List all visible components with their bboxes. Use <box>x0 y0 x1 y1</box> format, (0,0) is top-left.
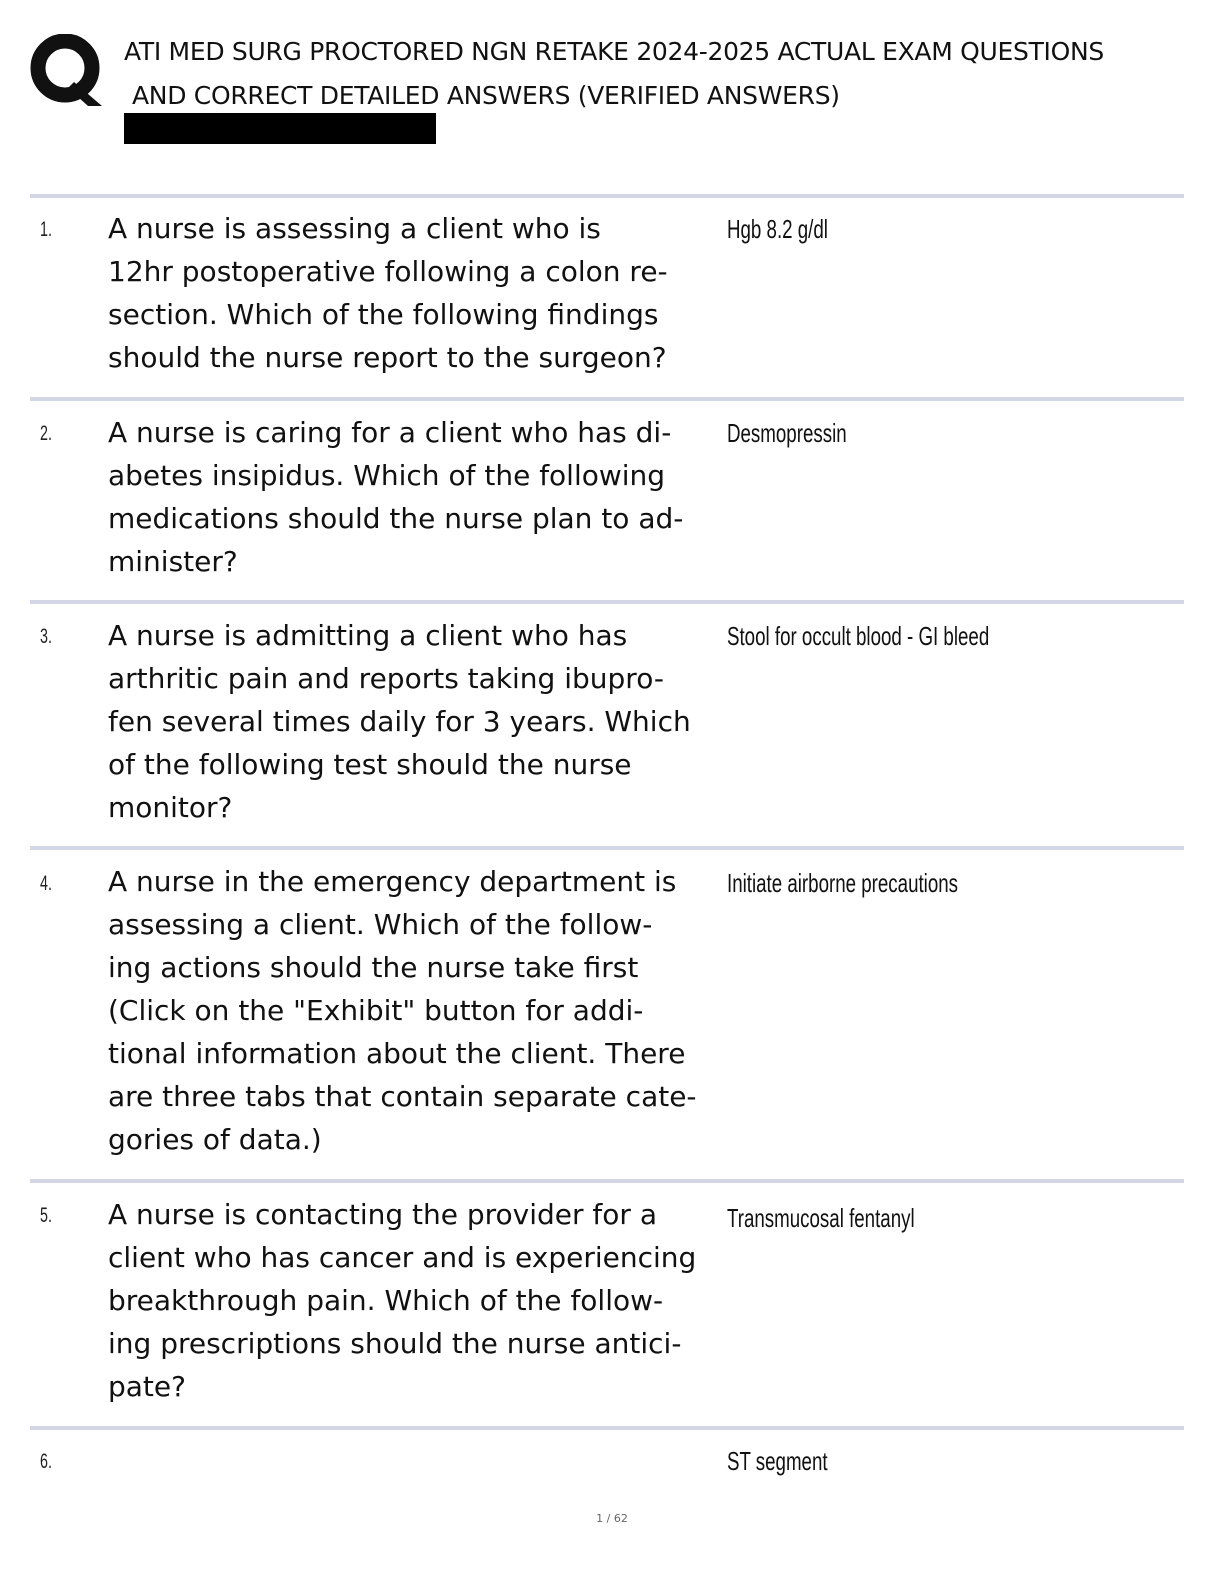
question-line: A nurse in the emergency department is <box>108 865 677 898</box>
question-line: 12hr postoperative following a colon re- <box>108 255 668 288</box>
question-line: gories of data.) <box>108 1123 322 1156</box>
question-line: tional information about the client. There <box>108 1037 686 1070</box>
question-line: fen several times daily for 3 years. Which <box>108 705 691 738</box>
item-number: 5. <box>40 1204 52 1227</box>
question-line: A nurse is contacting the provider for a <box>108 1198 657 1231</box>
question-line: section. Which of the following findings <box>108 298 659 331</box>
row-divider <box>30 846 1184 850</box>
question-line: client who has cancer and is experiencing <box>108 1241 697 1274</box>
question-line: pate? <box>108 1370 186 1403</box>
row-divider <box>30 1179 1184 1183</box>
row-divider <box>30 1426 1184 1430</box>
question-text <box>108 860 718 1161</box>
question-text <box>108 411 718 583</box>
question-line: (Click on the "Exhibit" button for addi- <box>108 994 644 1027</box>
item-number: 2. <box>40 422 52 445</box>
question-line: ing prescriptions should the nurse antici- <box>108 1327 682 1360</box>
q-logo-icon <box>30 34 104 106</box>
question-line: assessing a client. Which of the follow- <box>108 908 653 941</box>
question-line: of the following test should the nurse <box>108 748 632 781</box>
answer-text: Desmopressin <box>727 418 847 448</box>
question-line: A nurse is caring for a client who has di- <box>108 416 672 449</box>
question-line: breakthrough pain. Which of the follow- <box>108 1284 664 1317</box>
row-divider <box>30 397 1184 401</box>
question-line: should the nurse report to the surgeon? <box>108 341 667 374</box>
question-line: monitor? <box>108 791 233 824</box>
question-text <box>108 207 718 379</box>
question-line: arthritic pain and reports taking ibupro- <box>108 662 664 695</box>
item-number: 3. <box>40 625 52 648</box>
question-line: minister? <box>108 545 238 578</box>
question-line: ing actions should the nurse take first <box>108 951 639 984</box>
row-divider <box>30 194 1184 198</box>
item-number: 1. <box>40 218 52 241</box>
answer-text: Stool for occult blood - GI bleed <box>727 621 990 651</box>
title-line-1: ATI MED SURG PROCTORED NGN RETAKE 2024-2025 ACTUAL EXAM QUESTIONS <box>124 37 1104 66</box>
answer-text: ST segment <box>727 1446 828 1476</box>
answer-text: Initiate airborne precautions <box>727 868 959 898</box>
question-line: medications should the nurse plan to ad- <box>108 502 684 535</box>
item-number: 4. <box>40 872 52 895</box>
page-indicator: 1 / 62 <box>596 1512 628 1525</box>
answer-text: Transmucosal fentanyl <box>727 1203 915 1233</box>
question-text <box>108 1193 718 1408</box>
answer-text: Hgb 8.2 g/dl <box>727 214 828 244</box>
question-line: abetes insipidus. Which of the following <box>108 459 666 492</box>
row-divider <box>30 600 1184 604</box>
question-text <box>108 614 718 829</box>
document-title <box>124 30 1184 118</box>
question-line: are three tabs that contain separate cate- <box>108 1080 697 1113</box>
title-line-2: AND CORRECT DETAILED ANSWERS (VERIFIED ANSWERS) <box>132 81 840 110</box>
item-number: 6. <box>40 1450 52 1473</box>
question-line: A nurse is admitting a client who has <box>108 619 628 652</box>
question-line: A nurse is assessing a client who is <box>108 212 601 245</box>
redaction-bar <box>124 113 436 144</box>
